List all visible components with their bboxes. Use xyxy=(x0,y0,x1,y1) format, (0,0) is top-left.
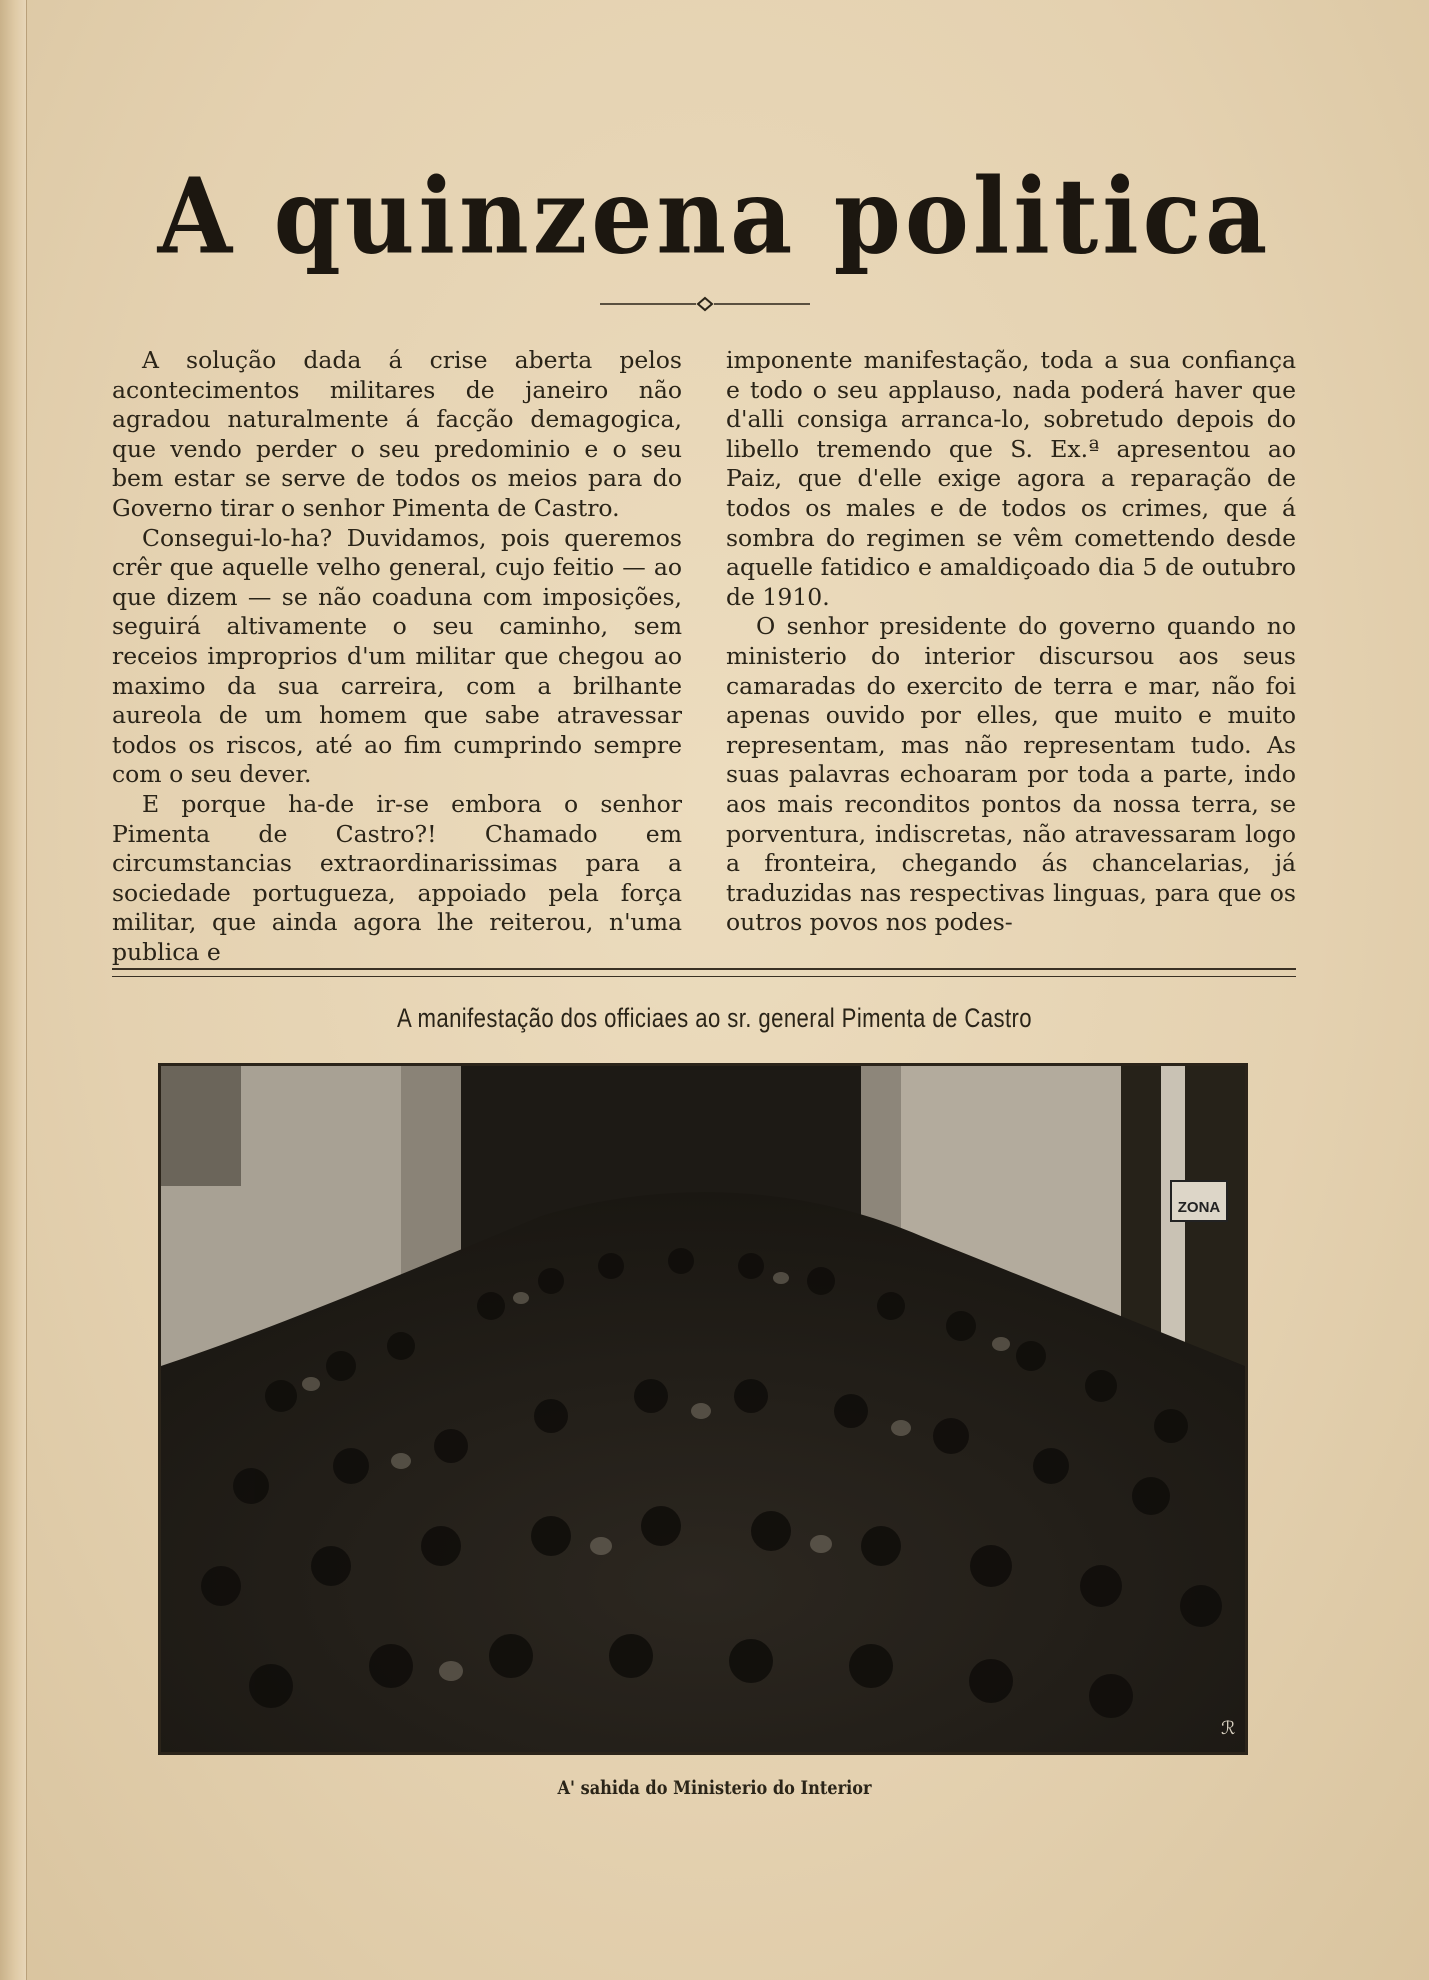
page-binding-edge xyxy=(0,0,27,1980)
section-divider xyxy=(112,968,1296,970)
crowd-photograph xyxy=(158,1063,1248,1755)
article-right-column xyxy=(726,346,1296,938)
paragraph: imponente manifestação, toda a sua confiança e todo o seu applauso, nada poderá haver que d'alli consiga arranca-lo, sobretudo depois do libello tremendo que S. Ex.ª apresentou ao Paiz, que d'elle exige agora a reparação de todos os males e de todos os crimes, que á sombra do regimen se vêm comettendo desde aquelle fatidico e amaldiçoado dia 5 de outubro de 1910. xyxy=(726,346,1296,611)
sign-text: ZONA xyxy=(1177,1199,1221,1216)
photo-heading: A manifestação dos officiaes ao sr. general Pimenta de Castro xyxy=(396,1003,1033,1033)
paragraph: A solução dada á crise aberta pelos acontecimentos militares de janeiro não agradou naturalmente á facção demagogica, que vendo perder o seu predominio e o seu bem estar se serve de todos os meios para do Governo tirar o senhor Pimenta de Castro. xyxy=(112,346,682,522)
paragraph: E porque ha-de ir-se embora o senhor Pimenta de Castro?! Chamado em circumstancias extraordinarissimas para a sociedade portugueza, appoiado pela força militar, que ainda agora lhe reiterou, n'uma publica e xyxy=(112,789,682,966)
photo-caption: A' sahida do Ministerio do Interior xyxy=(557,1777,872,1799)
paragraph: Consegui-lo-ha? Duvidamos, pois queremos crêr que aquelle velho general, cujo feitio — ao que dizem — se não coaduna com imposições, seguirá altivamente o seu caminho, sem receios improprios d'um militar que chegou ao maximo da sua carreira, com a brilhante aureola de um homem que sabe atravessar todos os riscos, até ao fim cumprindo sempre com o seu dever. xyxy=(112,523,682,789)
photo-illustration xyxy=(161,1066,1245,1752)
photographer-monogram: ℛ xyxy=(1221,1718,1236,1739)
article-title: A quinzena politica xyxy=(157,155,1272,278)
article-left-column xyxy=(112,346,682,967)
section-divider-thin xyxy=(112,976,1296,977)
title-ornament xyxy=(600,296,810,312)
paragraph: O senhor presidente do governo quando no ministerio do interior discursou aos seus camaradas do exercito de terra e mar, não foi apenas ouvido por elles, que muito e muito representam, mas não representam tudo. As suas palavras echoaram por toda a parte, indo aos mais reconditos pontos da nossa terra, se porventura, indiscretas, não atravessaram logo a fronteira, chegando ás chancelarias, já traduzidas nas respectivas linguas, para que os outros povos nos podes- xyxy=(726,612,1296,937)
